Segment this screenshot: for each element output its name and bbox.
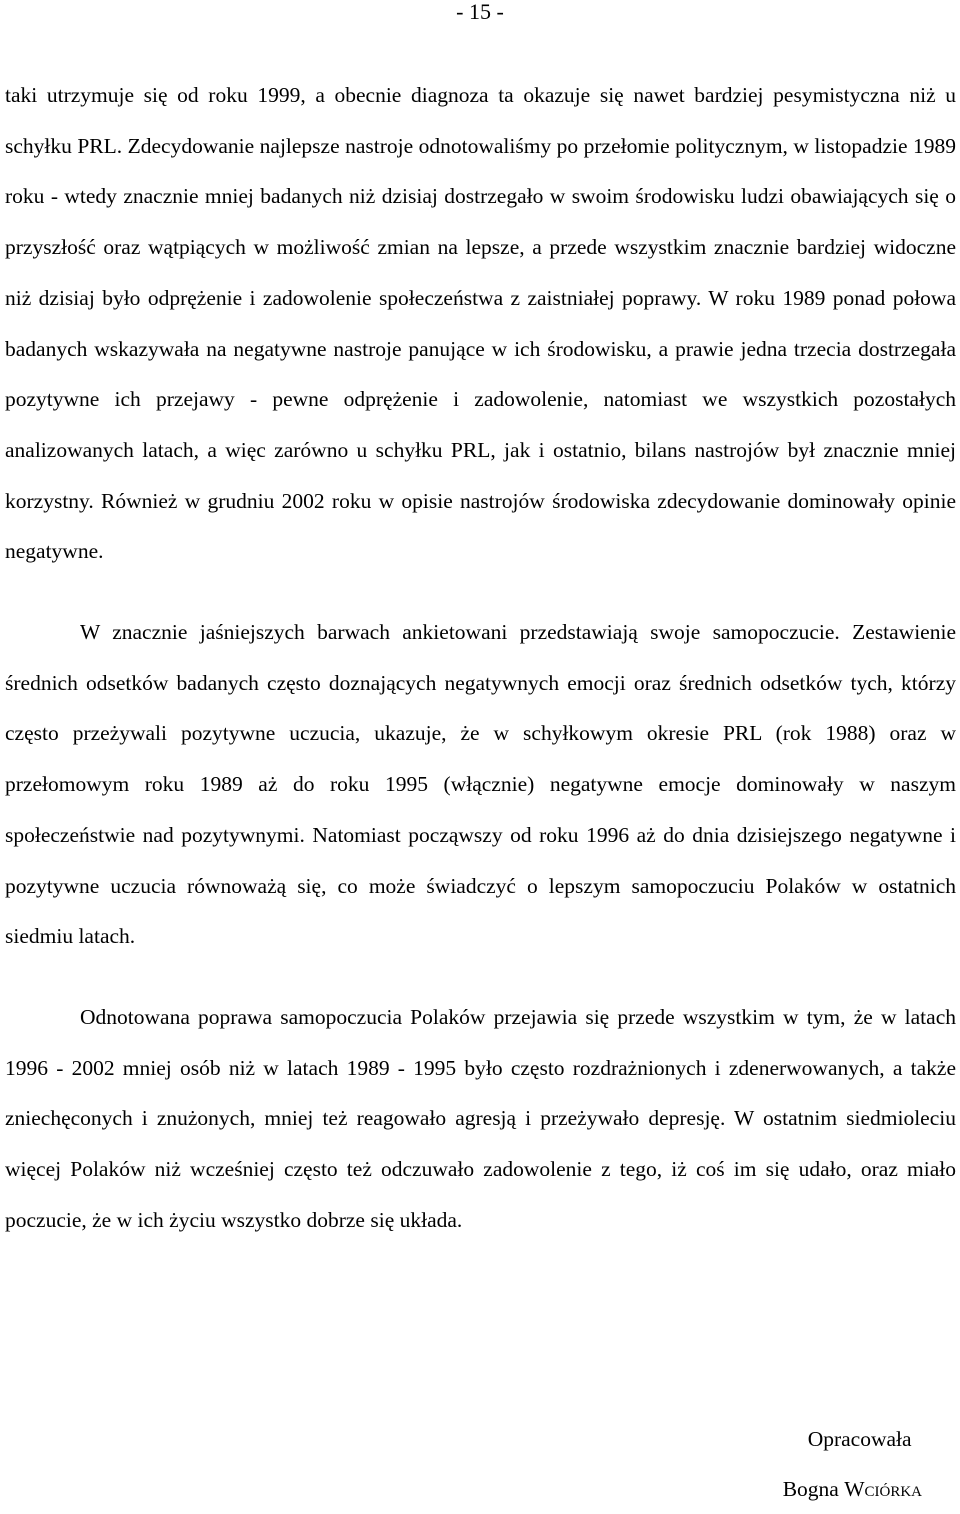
- signature-name: [783, 1464, 922, 1514]
- paragraph-improvement: Odnotowana poprawa samopoczucia Polaków przejawia się przede wszystkim w tym, że w latach 1996 - 2002 mniej osób niż w latach 1989 - 1995 było często rozdrażnionych i zdenerwowanych, a także zniechęconych i znużonych, mniej też reagowało agresją i przeżywało depresję. W ostatnim siedmioleciu więcej Polaków niż wcześniej często też odczuwało zadowolenie z tego, iż coś im się udało, oraz miało poczucie, że w ich życiu wszystko dobrze się układa.: [5, 1004, 956, 1232]
- signature-role: Opracowała: [807, 1427, 912, 1451]
- signature-block: [783, 1414, 922, 1514]
- author-last-name: Wciórka: [844, 1477, 922, 1501]
- document-body: [5, 70, 956, 1245]
- paragraph-mood: W znacznie jaśniejszych barwach ankietowani przedstawiają swoje samopoczucie. Zestawienie średnich odsetków badanych często doznających negatywnych emocji oraz średnich odsetków tych, którzy często przeżywali pozytywne uczucia, ukazuje, że w schyłkowym okresie PRL (rok 1988) oraz w przełomowym roku 1989 aż do roku 1995 (włącznie) negatywne emocje dominowały w naszym społeczeństwie nad pozytywnymi. Natomiast począwszy od roku 1996 aż do dnia dzisiejszego negatywne i pozytywne uczucia równoważą się, co może świadczyć o lepszym samopoczuciu Polaków w ostatnich siedmiu latach.: [5, 620, 956, 949]
- paragraph-continuation: taki utrzymuje się od roku 1999, a obecnie diagnoza ta okazuje się nawet bardziej pesymistyczna niż u schyłku PRL. Zdecydowanie najlepsze nastroje odnotowaliśmy po przełomie politycznym, w listopadzie 1989 roku - wtedy znacznie mniej badanych niż dzisiaj dostrzegało w swoim środowisku ludzi obawiających się o przyszłość oraz wątpiących w możliwość zmian na lepsze, a przede wszystkim znacznie bardziej widoczne niż dzisiaj było odprężenie i zadowolenie społeczeństwa z zaistniałej poprawy. W roku 1989 ponad połowa badanych wskazywała na negatywne nastroje panujące w ich środowisku, a prawie jedna trzecia dostrzegała pozytywne ich przejawy - pewne odprężenie i zadowolenie, natomiast we wszystkich pozostałych analizowanych latach, a więc zarówno u schyłku PRL, jak i ostatnio, bilans nastrojów był znacznie mniej korzystny. Również w grudniu 2002 roku w opisie nastrojów środowiska zdecydowanie dominowały opinie negatywne.: [5, 83, 956, 564]
- page-number: - 15 -: [456, 0, 504, 24]
- author-first-name: Bogna: [782, 1477, 839, 1501]
